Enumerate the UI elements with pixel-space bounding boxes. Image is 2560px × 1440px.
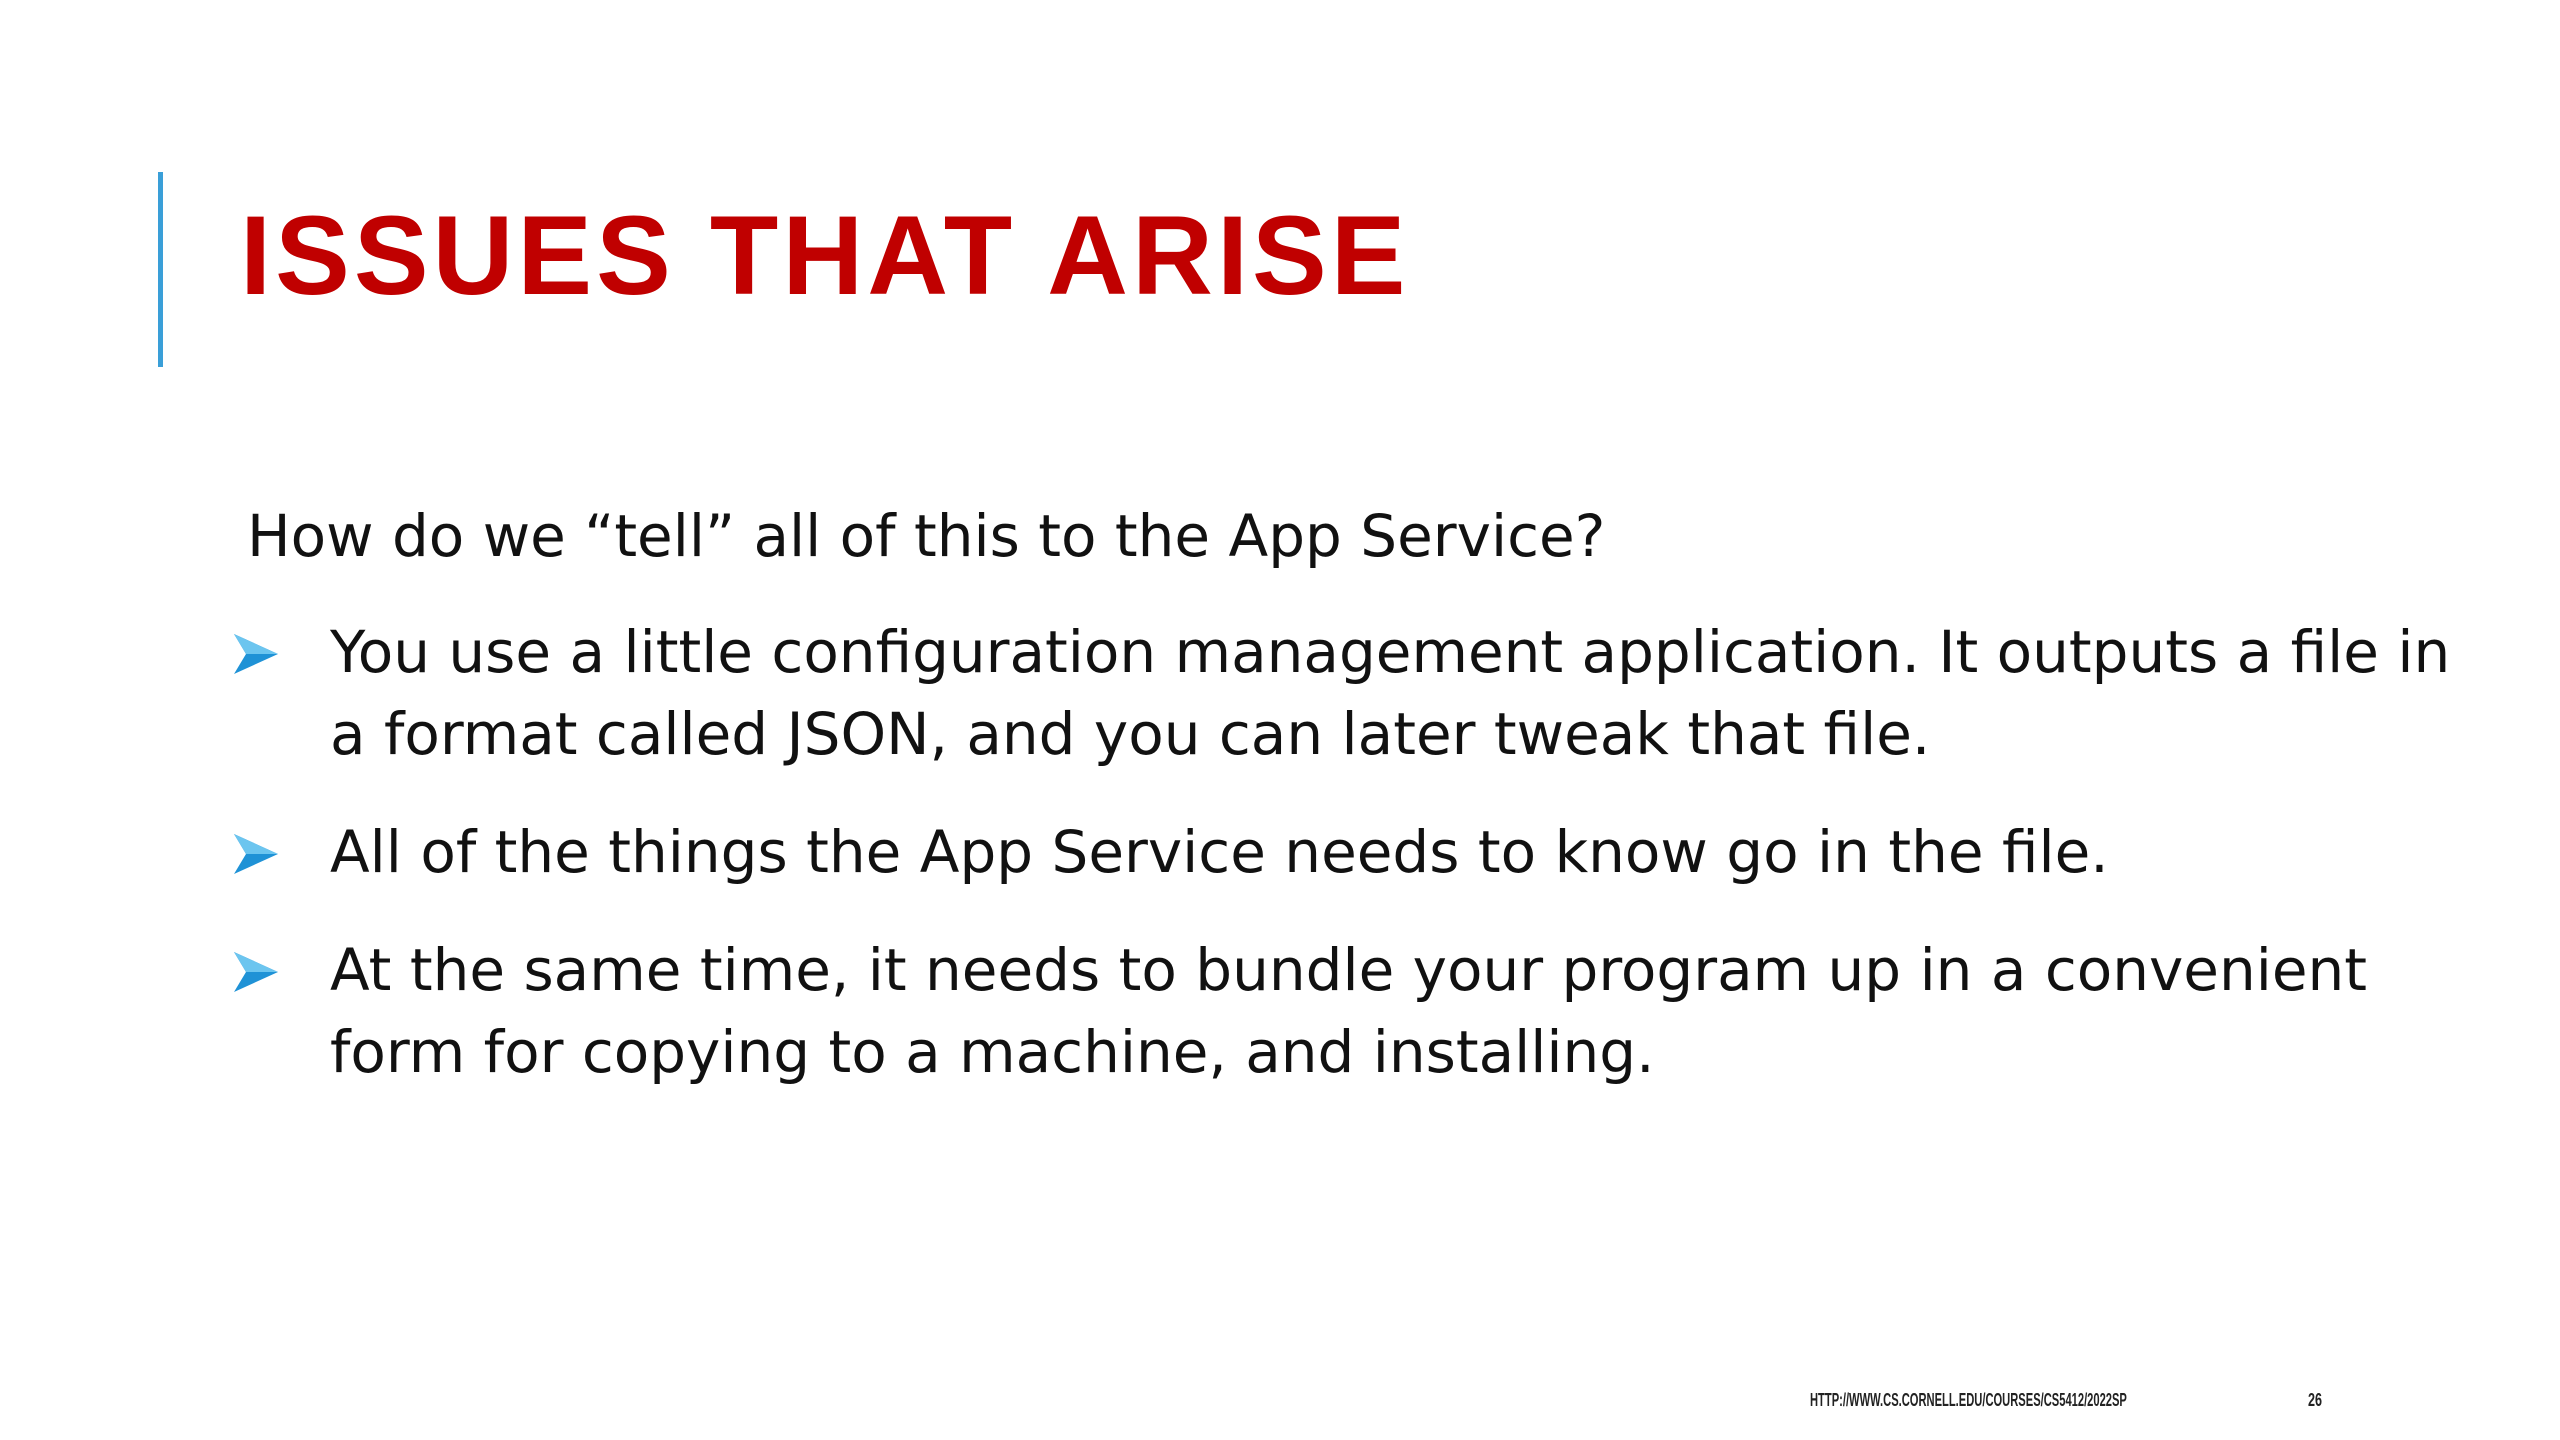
page-number: 26: [2308, 1390, 2323, 1410]
slide-body: [247, 495, 2477, 1129]
bullet-text: At the same time, it needs to bundle your program up in a convenient form for copying to a machine, and installing.: [330, 936, 2368, 1086]
bullet-item: [247, 811, 2477, 893]
bullet-item: [247, 611, 2477, 775]
arrowhead-bullet-icon: [231, 829, 281, 879]
slide-title: ISSUES THAT ARISE: [240, 193, 1410, 318]
arrowhead-bullet-icon: [231, 947, 281, 997]
arrowhead-bullet-icon: [231, 629, 281, 679]
bullet-text: You use a little configuration management application. It outputs a file in a format called JSON, and you can later tweak that file.: [330, 618, 2451, 768]
bullet-list: [247, 611, 2477, 1093]
intro-text: How do we “tell” all of this to the App Service?: [247, 502, 1606, 570]
footer-url-link[interactable]: HTTP://WWW.CS.CORNELL.EDU/COURSES/CS5412/2022SP: [1810, 1390, 2127, 1410]
bullet-text: All of the things the App Service needs to know go in the file.: [330, 818, 2109, 886]
title-accent-bar: [158, 172, 163, 367]
bullet-item: [247, 929, 2477, 1093]
